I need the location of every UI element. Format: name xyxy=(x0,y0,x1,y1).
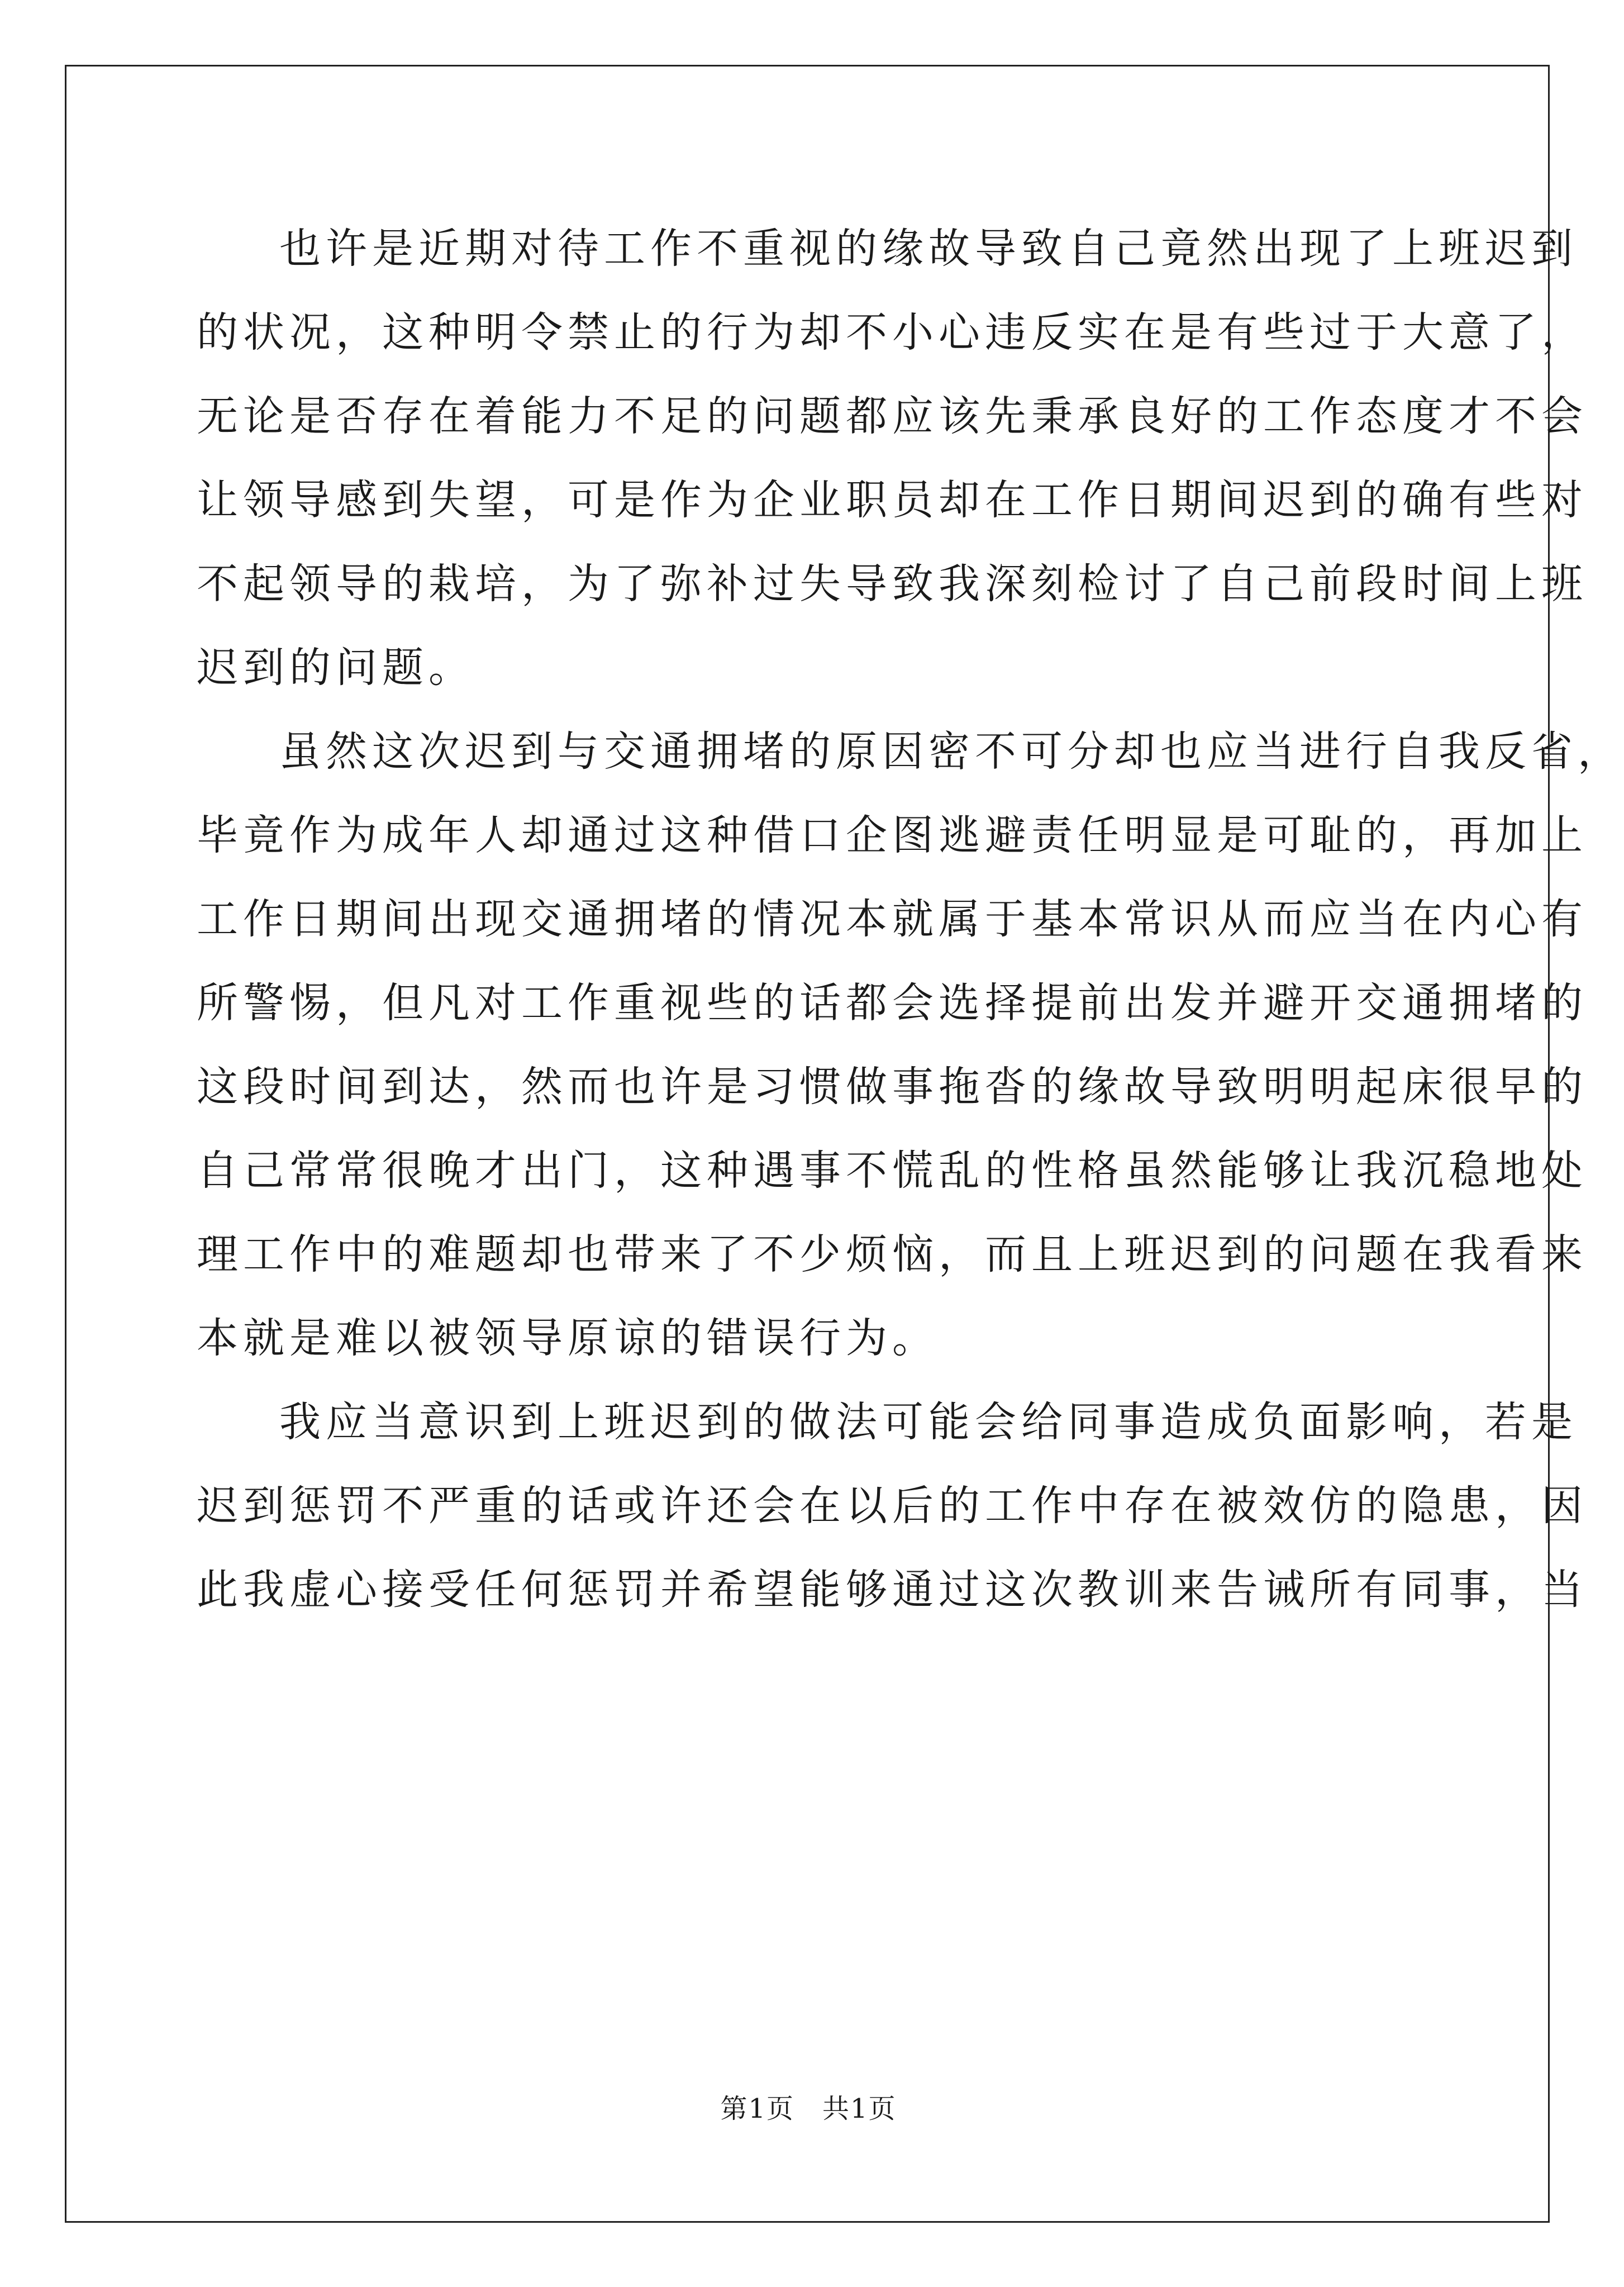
text-line: 虽然这次迟到与交通拥堵的原因密不可分却也应当进行自我反省， xyxy=(279,728,1624,776)
paragraph-3 xyxy=(197,1380,1588,1632)
text-line: 所警惕，但凡对工作重视些的话都会选择提前出发并避开交通拥堵的 xyxy=(197,979,1588,1027)
paragraph-2 xyxy=(197,710,1624,1380)
text-line: 无论是否存在着能力不足的问题都应该先秉承良好的工作态度才不会 xyxy=(197,392,1588,440)
text-line: 让领导感到失望，可是作为企业职员却在工作日期间迟到的确有些对 xyxy=(197,476,1588,524)
text-line: 工作日期间出现交通拥堵的情况本就属于基本常识从而应当在内心有 xyxy=(197,895,1588,943)
text-line: 自己常常很晚才出门，这种遇事不慌乱的性格虽然能够让我沉稳地处 xyxy=(197,1147,1588,1195)
text-line: 本就是难以被领导原谅的错误行为。 xyxy=(197,1314,939,1362)
text-line: 不起领导的栽培，为了弥补过失导致我深刻检讨了自己前段时间上班 xyxy=(197,560,1588,608)
text-line: 这段时间到达，然而也许是习惯做事拖沓的缘故导致明明起床很早的 xyxy=(197,1063,1588,1111)
text-line: 理工作中的难题却也带来了不少烦恼，而且上班迟到的问题在我看来 xyxy=(197,1230,1588,1278)
text-line: 也许是近期对待工作不重视的缘故导致自己竟然出现了上班迟到 xyxy=(279,225,1578,273)
page-number: 第1页 xyxy=(720,2093,794,2124)
text-line: 的状况，这种明令禁止的行为却不小心违反实在是有些过于大意了， xyxy=(197,308,1588,356)
page-total: 共1页 xyxy=(822,2093,897,2124)
document-body xyxy=(197,207,1624,1632)
text-line: 迟到惩罚不严重的话或许还会在以后的工作中存在被效仿的隐患，因 xyxy=(197,1482,1588,1530)
text-line: 迟到的问题。 xyxy=(197,644,475,692)
text-line: 毕竟作为成年人却通过这种借口企图逃避责任明显是可耻的，再加上 xyxy=(197,811,1588,859)
paragraph-1 xyxy=(197,207,1588,710)
text-line: 此我虚心接受任何惩罚并希望能够通过这次教训来告诫所有同事，当 xyxy=(197,1566,1588,1614)
page-footer xyxy=(0,2092,1617,2126)
text-line: 我应当意识到上班迟到的做法可能会给同事造成负面影响，若是 xyxy=(279,1398,1578,1446)
